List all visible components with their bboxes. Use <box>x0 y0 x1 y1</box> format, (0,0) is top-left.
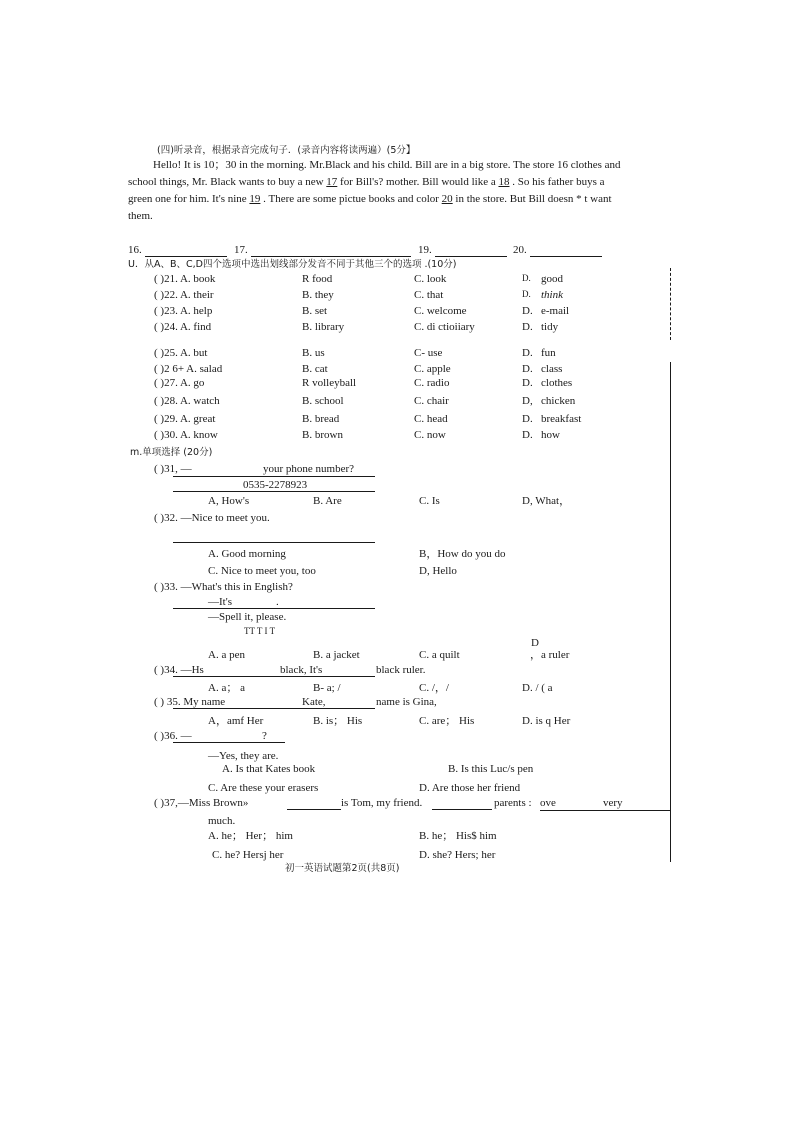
q21-option-d-label: D. <box>522 273 531 283</box>
q21-option-d[interactable]: good <box>541 273 563 285</box>
blank-label-20: 20. <box>513 244 527 256</box>
q36-option-c[interactable]: C. Are these your erasers <box>208 782 319 794</box>
q37-blank-1[interactable] <box>287 809 341 810</box>
q33-line-2: —It's <box>208 596 232 608</box>
q34-answer-line[interactable] <box>173 676 375 677</box>
q37-option-a[interactable]: A. he； Her； him <box>208 830 293 842</box>
q30-option-b[interactable]: B. brown <box>302 429 343 441</box>
q29-option-d[interactable]: breakfast <box>541 413 582 425</box>
q36-option-a[interactable]: A. Is that Kates book <box>222 763 316 775</box>
q25-option-c[interactable]: C- use <box>414 347 443 359</box>
q31-option-b[interactable]: B. Are <box>313 495 342 507</box>
q24-stem: ( )24. A. find <box>154 321 212 333</box>
q28-option-b[interactable]: B. school <box>302 395 344 407</box>
q32-option-c[interactable]: C. Nice to meet you, too <box>208 565 316 577</box>
q36-option-d[interactable]: D. Are those her friend <box>419 782 521 794</box>
q37-stem-mid: is Tom, my friend. <box>341 797 423 809</box>
q24-option-d[interactable]: tidy <box>541 321 559 333</box>
q36-option-b[interactable]: B. Is this Luc/s pen <box>448 763 534 775</box>
blank-label-19: 19. <box>418 244 432 256</box>
q27-option-d-label: D. <box>522 377 533 389</box>
q33-line-3: —Spell it, please. <box>208 611 287 623</box>
q31-answer-line[interactable] <box>173 476 375 477</box>
q22-stem: ( )22. A. their <box>154 289 214 301</box>
q37-stem-end-3: very <box>603 797 623 809</box>
q24-option-d-label: D. <box>522 321 533 333</box>
q30-stem: ( )30. A. know <box>154 429 218 441</box>
q23-option-c[interactable]: C. welcome <box>414 305 467 317</box>
q21-stem: ( )21. A. book <box>154 273 216 285</box>
passage-line-4: them. <box>128 210 153 222</box>
q34-stem-mid: black, It's <box>280 664 323 676</box>
blank-line-17[interactable] <box>251 256 411 257</box>
q35-stem-end: name is Gina, <box>376 696 437 708</box>
q23-option-b[interactable]: B. set <box>302 305 328 317</box>
q34-option-d[interactable]: D. / ( a <box>522 682 553 694</box>
q35-option-d[interactable]: D. is q Her <box>522 715 571 727</box>
q29-stem: ( )29. A. great <box>154 413 216 425</box>
q24-option-b[interactable]: B. library <box>302 321 345 333</box>
passage-line-3: green one for him. It's nine 19 . There are some pictue books and color 20 in the store. But Bill doesn * t want <box>128 193 612 205</box>
q23-option-d[interactable]: e-mail <box>541 305 570 317</box>
q22-option-d-label: D. <box>522 289 531 299</box>
page-footer: 初一英语试题第2页(共8页) <box>285 863 400 874</box>
q25-option-b[interactable]: B. us <box>302 347 325 359</box>
q37-stem: ( )37,—Miss Brown» <box>154 797 249 809</box>
q28-option-d[interactable]: chicken <box>541 395 576 407</box>
q36-line-2: —Yes, they are. <box>208 750 279 762</box>
section-4-header: (四)听录音，根据录音完成句子．(录音内容将读两遍）(5分】 <box>157 145 416 156</box>
passage-line-2: school things, Mr. Black wants to buy a new 17 for Bill's? mother. Bill would like a 18 . So his father buys a <box>128 176 605 188</box>
q32-option-d[interactable]: D, Hello <box>419 565 457 577</box>
q25-option-d-label: D. <box>522 347 533 359</box>
q24-option-c[interactable]: C. di ctioiiary <box>414 321 475 333</box>
q34-option-a[interactable]: A. a； a <box>208 682 245 694</box>
q31-stem-end: your phone number? <box>263 463 355 475</box>
q23-option-d-label: D. <box>522 305 533 317</box>
passage-line-1: Hello! It is 10；30 in the morning. Mr.Black and his child. Bill are in a big store. The store 16 clothes and <box>153 159 621 171</box>
q36-stem-end: ? <box>262 730 267 742</box>
blank-line-16[interactable] <box>145 256 227 257</box>
q37-blank-2[interactable] <box>432 809 492 810</box>
q34-option-b[interactable]: B- a; / <box>313 682 341 694</box>
q26-option-d-label: D. <box>522 363 533 375</box>
q37-stem-end: parents : <box>494 797 532 809</box>
q28-option-c[interactable]: C. chair <box>414 395 449 407</box>
q30-option-c[interactable]: C. now <box>414 429 446 441</box>
q21-option-b[interactable]: R food <box>302 273 333 285</box>
q31-response: 0535-2278923 <box>243 479 308 491</box>
q34-stem-end: black ruler. <box>376 664 426 676</box>
q33-answer-line[interactable] <box>173 608 375 609</box>
q33-artifact: TT T I T <box>244 626 276 636</box>
q31-stem: ( )31, — <box>154 463 192 475</box>
q28-stem: ( )28. A. watch <box>154 395 220 407</box>
q31-option-d[interactable]: D, What， <box>522 495 571 507</box>
margin-rule-top <box>670 268 671 340</box>
q35-stem: ( ) 35. My name <box>154 696 226 708</box>
q29-option-c[interactable]: C. head <box>414 413 448 425</box>
q26-option-c[interactable]: C. apple <box>414 363 451 375</box>
q25-option-d[interactable]: fun <box>541 347 556 359</box>
q36-stem: ( )36. — <box>154 730 192 742</box>
blank-label-17: 17. <box>234 244 248 256</box>
q22-option-d[interactable]: think <box>541 289 563 301</box>
q27-stem: ( )27. A. go <box>154 377 205 389</box>
q35-answer-line[interactable] <box>173 708 375 709</box>
q27-option-c[interactable]: C. radio <box>414 377 450 389</box>
q31-option-a[interactable]: A, How's <box>208 495 250 507</box>
q32-option-a[interactable]: A. Good morning <box>208 548 286 560</box>
q22-option-c[interactable]: C. that <box>414 289 444 301</box>
q37-line-2: much. <box>208 815 236 827</box>
q34-stem: ( )34. —Hs <box>154 664 204 676</box>
q22-option-b[interactable]: B. they <box>302 289 334 301</box>
q37-option-c[interactable]: C. he? Hersj her <box>212 849 284 861</box>
q33-option-d[interactable]: ，a ruler <box>530 649 570 661</box>
q36-answer-line[interactable] <box>173 742 285 743</box>
blank-line-20[interactable] <box>530 256 602 257</box>
q29-option-d-label: D. <box>522 413 533 425</box>
q33-option-a[interactable]: A. a pen <box>208 649 245 661</box>
q23-stem: ( )23. A. help <box>154 305 213 317</box>
q29-option-b[interactable]: B. bread <box>302 413 340 425</box>
blank-label-16: 16. <box>128 244 142 256</box>
q33-line-2-end: . <box>276 596 279 608</box>
q33-option-c[interactable]: C. a quilt <box>419 649 460 661</box>
q28-option-d-label: D, <box>522 395 533 407</box>
q37-blank-3[interactable] <box>540 810 670 811</box>
margin-rule-bottom <box>670 362 671 862</box>
q35-option-a[interactable]: A，amf Her <box>208 715 264 727</box>
q37-stem-end-2: ove <box>540 797 556 809</box>
q27-option-b[interactable]: R volleyball <box>302 377 357 389</box>
q31-response-line <box>173 491 375 492</box>
q21-option-c[interactable]: C. look <box>414 273 447 285</box>
q26-option-b[interactable]: B. cat <box>302 363 328 375</box>
q35-option-c[interactable]: C. are； His <box>419 715 475 727</box>
q33-option-b[interactable]: B. a jacket <box>313 649 360 661</box>
q33-d-label: D <box>531 637 539 649</box>
q32-option-b[interactable]: B，How do you do <box>419 548 506 560</box>
q37-option-d[interactable]: D. she? Hers; her <box>419 849 496 861</box>
section-2-header: U．从A、B、C,D四个选项中选出划线部分发音不同于其他三个的选项 .(10分) <box>128 259 457 270</box>
q30-option-d-label: D. <box>522 429 533 441</box>
q27-option-d[interactable]: clothes <box>541 377 573 389</box>
q30-option-d[interactable]: how <box>541 429 560 441</box>
q26-option-d[interactable]: class <box>541 363 563 375</box>
q35-stem-mid: Kate, <box>302 696 326 708</box>
q32-answer-line[interactable] <box>173 542 375 543</box>
q31-option-c[interactable]: C. Is <box>419 495 440 507</box>
q26-stem: ( )2 6+ A. salad <box>154 363 223 375</box>
q33-stem: ( )33. —What's this in English? <box>154 581 293 593</box>
blank-line-19[interactable] <box>435 256 507 257</box>
q37-option-b[interactable]: B. he； His$ him <box>419 830 497 842</box>
section-3-header: m.单项选择 (20分) <box>130 447 213 458</box>
q32-stem: ( )32. —Nice to meet you. <box>154 512 270 524</box>
q25-stem: ( )25. A. but <box>154 347 208 359</box>
q34-option-c[interactable]: C. /，/ <box>419 682 449 694</box>
q35-option-b[interactable]: B. is； His <box>313 715 363 727</box>
